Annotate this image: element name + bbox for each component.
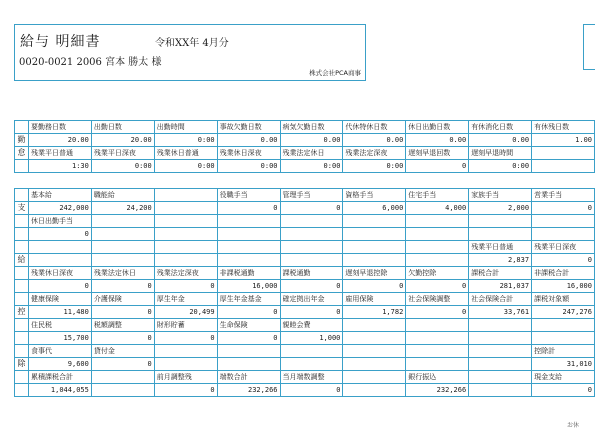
- field-label: 端数合計: [217, 371, 280, 384]
- field-value: 0.00: [280, 134, 343, 147]
- field-value: 0:00: [469, 160, 532, 173]
- field-label: 当月端数調整: [280, 371, 343, 384]
- field-value: 0: [280, 202, 343, 215]
- field-value: 1,782: [343, 306, 406, 319]
- section-label: [15, 371, 29, 384]
- field-value: [154, 228, 217, 241]
- table-row: [15, 358, 595, 371]
- field-label: [154, 345, 217, 358]
- field-label: 家族手当: [469, 189, 532, 202]
- table-row: [15, 306, 595, 319]
- field-label: [343, 215, 406, 228]
- field-value: 0:00: [217, 160, 280, 173]
- company-name: 株式会社PCA商事: [309, 69, 361, 77]
- field-label: [280, 241, 343, 254]
- field-label: [469, 319, 532, 332]
- field-label: [91, 241, 154, 254]
- field-value: 16,000: [217, 280, 280, 293]
- field-label: 社会保険合計: [469, 293, 532, 306]
- section-label: [15, 215, 29, 228]
- field-label: 厚生年金基金: [217, 293, 280, 306]
- field-value: 0: [217, 332, 280, 345]
- field-value: 1,000: [280, 332, 343, 345]
- field-value: [532, 228, 595, 241]
- field-label: [217, 241, 280, 254]
- field-label: 事故欠勤日数: [217, 121, 280, 134]
- field-label: 住宅手当: [406, 189, 469, 202]
- table-row: [15, 293, 595, 306]
- field-value: [406, 228, 469, 241]
- field-label: 非課税合計: [532, 267, 595, 280]
- section-label: 控: [15, 306, 29, 319]
- section-label: 支: [15, 202, 29, 215]
- field-value: 6,000: [343, 202, 406, 215]
- field-value: [532, 160, 595, 173]
- field-label: [532, 319, 595, 332]
- field-value: 0:00: [154, 134, 217, 147]
- section-label: [15, 280, 29, 293]
- pay-table: [14, 188, 595, 397]
- field-label: 残業法定休日: [280, 147, 343, 160]
- field-value: 0.00: [469, 134, 532, 147]
- field-label: 残業休日深夜: [28, 267, 91, 280]
- field-value: 232,266: [406, 384, 469, 397]
- field-label: 管理手当: [280, 189, 343, 202]
- field-value: 0: [91, 306, 154, 319]
- table-row: [15, 280, 595, 293]
- table-row: [15, 254, 595, 267]
- field-value: 20,499: [154, 306, 217, 319]
- section-label: [15, 121, 29, 134]
- field-label: [154, 189, 217, 202]
- field-label: 介護保険: [91, 293, 154, 306]
- field-value: 1.00: [532, 134, 595, 147]
- field-value: 1:30: [28, 160, 91, 173]
- table-row: [15, 215, 595, 228]
- field-label: 病気欠勤日数: [280, 121, 343, 134]
- field-value: 0: [280, 280, 343, 293]
- section-label: 給: [15, 254, 29, 267]
- field-label: [343, 345, 406, 358]
- table-row: [15, 228, 595, 241]
- section-label: [15, 319, 29, 332]
- field-value: [154, 254, 217, 267]
- field-value: 0: [154, 332, 217, 345]
- section-label: [15, 160, 29, 173]
- field-value: 0:00: [280, 160, 343, 173]
- field-label: 残業法定深夜: [154, 267, 217, 280]
- field-label: [406, 319, 469, 332]
- field-value: [91, 384, 154, 397]
- field-value: 15,700: [28, 332, 91, 345]
- field-label: [91, 215, 154, 228]
- field-label: 現金支給: [532, 371, 595, 384]
- field-label: [280, 215, 343, 228]
- field-value: 0: [280, 306, 343, 319]
- field-value: 0.00: [406, 134, 469, 147]
- field-label: 雇用保険: [343, 293, 406, 306]
- field-value: 0.00: [343, 134, 406, 147]
- field-label: [91, 371, 154, 384]
- field-value: [91, 254, 154, 267]
- field-value: [217, 228, 280, 241]
- field-label: 役職手当: [217, 189, 280, 202]
- table-row: [15, 319, 595, 332]
- field-value: [469, 228, 532, 241]
- field-value: 247,276: [532, 306, 595, 319]
- field-value: [343, 358, 406, 371]
- section-label: 怠: [15, 147, 29, 160]
- field-label: 財形貯蓄: [154, 319, 217, 332]
- field-label: 有休残日数: [532, 121, 595, 134]
- field-value: 24,200: [91, 202, 154, 215]
- field-label: 銀行振込: [406, 371, 469, 384]
- section-label: [15, 267, 29, 280]
- field-value: 0: [217, 306, 280, 319]
- field-label: 出勤日数: [91, 121, 154, 134]
- field-label: [343, 371, 406, 384]
- field-value: 0:00: [91, 160, 154, 173]
- field-label: 厚生年金: [154, 293, 217, 306]
- field-value: 0: [343, 280, 406, 293]
- field-label: 残業法定深夜: [343, 147, 406, 160]
- section-label: 勤: [15, 134, 29, 147]
- field-value: 1,044,055: [28, 384, 91, 397]
- field-label: [280, 345, 343, 358]
- field-label: 残業休日深夜: [217, 147, 280, 160]
- field-value: 2,000: [469, 202, 532, 215]
- field-label: [469, 215, 532, 228]
- table-row: [15, 147, 595, 160]
- table-row: [15, 121, 595, 134]
- field-value: [91, 228, 154, 241]
- field-value: 0: [28, 280, 91, 293]
- field-value: 0: [91, 280, 154, 293]
- field-value: 0: [280, 384, 343, 397]
- field-label: 社会保険調整: [406, 293, 469, 306]
- field-label: 親睦会費: [280, 319, 343, 332]
- field-value: 232,266: [217, 384, 280, 397]
- field-label: 出勤時間: [154, 121, 217, 134]
- field-value: [280, 254, 343, 267]
- section-label: [15, 345, 29, 358]
- payslip-header: [14, 24, 366, 81]
- field-value: [154, 202, 217, 215]
- field-label: 控除計: [532, 345, 595, 358]
- field-value: 11,480: [28, 306, 91, 319]
- field-value: [469, 384, 532, 397]
- field-label: 遅刻早退控除: [343, 267, 406, 280]
- field-label: 食事代: [28, 345, 91, 358]
- field-value: [280, 228, 343, 241]
- table-row: [15, 371, 595, 384]
- field-label: 遅刻早退回数: [406, 147, 469, 160]
- field-value: 0: [406, 306, 469, 319]
- field-label: 確定拠出年金: [280, 293, 343, 306]
- field-value: 20.00: [91, 134, 154, 147]
- field-value: 0: [91, 358, 154, 371]
- field-value: 0:00: [154, 160, 217, 173]
- field-value: [532, 332, 595, 345]
- field-label: [154, 215, 217, 228]
- field-value: 0: [217, 202, 280, 215]
- field-value: 281,037: [469, 280, 532, 293]
- field-label: 残業平日普通: [28, 147, 91, 160]
- field-label: 住民税: [28, 319, 91, 332]
- field-value: [217, 358, 280, 371]
- field-value: 0: [154, 280, 217, 293]
- field-label: 残業休日普通: [154, 147, 217, 160]
- field-label: 非課税通勤: [217, 267, 280, 280]
- table-row: [15, 345, 595, 358]
- field-value: [406, 332, 469, 345]
- field-value: 4,000: [406, 202, 469, 215]
- field-label: [469, 345, 532, 358]
- field-label: 休日出勤手当: [28, 215, 91, 228]
- field-label: 健康保険: [28, 293, 91, 306]
- field-label: [154, 241, 217, 254]
- field-value: [28, 254, 91, 267]
- field-label: [406, 345, 469, 358]
- field-value: 0: [406, 160, 469, 173]
- field-label: [469, 371, 532, 384]
- field-value: 0:00: [343, 160, 406, 173]
- seal-box: [583, 24, 595, 70]
- field-label: 要勤務日数: [28, 121, 91, 134]
- field-value: [406, 254, 469, 267]
- table-row: [15, 332, 595, 345]
- section-label: [15, 384, 29, 397]
- field-value: [343, 254, 406, 267]
- field-value: 16,000: [532, 280, 595, 293]
- table-row: [15, 241, 595, 254]
- field-label: 職能給: [91, 189, 154, 202]
- field-value: 0: [532, 384, 595, 397]
- field-label: 累積課税合計: [28, 371, 91, 384]
- field-value: 0: [532, 202, 595, 215]
- field-value: 2,837: [469, 254, 532, 267]
- field-value: 33,761: [469, 306, 532, 319]
- field-label: [217, 215, 280, 228]
- field-label: [406, 241, 469, 254]
- field-label: 残業平日深夜: [532, 241, 595, 254]
- field-label: 税額調整: [91, 319, 154, 332]
- field-label: [217, 345, 280, 358]
- section-label: [15, 228, 29, 241]
- field-value: [343, 332, 406, 345]
- field-value: 0: [532, 254, 595, 267]
- field-label: 遅刻早退時間: [469, 147, 532, 160]
- section-label: [15, 332, 29, 345]
- field-label: [532, 215, 595, 228]
- field-value: 20.00: [28, 134, 91, 147]
- field-value: 0: [91, 332, 154, 345]
- attendance-table: [14, 120, 595, 173]
- page-number: お休: [567, 422, 580, 429]
- field-value: [406, 358, 469, 371]
- field-label: 課税通勤: [280, 267, 343, 280]
- field-label: 資格手当: [343, 189, 406, 202]
- field-value: 0: [28, 228, 91, 241]
- payslip-title: 給与 明細書: [20, 34, 101, 50]
- field-value: [469, 332, 532, 345]
- field-value: 0: [406, 280, 469, 293]
- pay-period: 令和XX年 4月分: [155, 38, 229, 49]
- field-label: 残業平日深夜: [91, 147, 154, 160]
- field-value: 242,000: [28, 202, 91, 215]
- employee-line: 0020-0021 2006 宮本 勝太 様: [19, 57, 162, 68]
- field-value: [217, 254, 280, 267]
- field-label: [28, 241, 91, 254]
- section-label: [15, 189, 29, 202]
- field-label: 基本給: [28, 189, 91, 202]
- field-label: 残業平日普通: [469, 241, 532, 254]
- field-value: 0.00: [217, 134, 280, 147]
- table-row: [15, 202, 595, 215]
- field-label: 前月調整残: [154, 371, 217, 384]
- field-value: 0: [154, 384, 217, 397]
- field-label: [406, 215, 469, 228]
- field-value: [469, 358, 532, 371]
- field-label: [532, 147, 595, 160]
- field-label: 有休消化日数: [469, 121, 532, 134]
- field-value: 9,600: [28, 358, 91, 371]
- table-row: [15, 384, 595, 397]
- field-value: 31,010: [532, 358, 595, 371]
- table-row: [15, 189, 595, 202]
- field-value: [343, 384, 406, 397]
- field-value: [343, 228, 406, 241]
- table-row: [15, 134, 595, 147]
- field-label: [343, 241, 406, 254]
- field-label: 生命保険: [217, 319, 280, 332]
- field-label: 貸付金: [91, 345, 154, 358]
- section-label: [15, 241, 29, 254]
- field-label: [343, 319, 406, 332]
- field-label: 休日出勤日数: [406, 121, 469, 134]
- table-row: [15, 267, 595, 280]
- table-row: [15, 160, 595, 173]
- field-label: 営業手当: [532, 189, 595, 202]
- field-label: 課税合計: [469, 267, 532, 280]
- section-label: [15, 293, 29, 306]
- field-value: [280, 358, 343, 371]
- section-label: 除: [15, 358, 29, 371]
- field-label: 残業法定休日: [91, 267, 154, 280]
- field-value: [154, 358, 217, 371]
- field-label: 課税対象額: [532, 293, 595, 306]
- field-label: 代休特休日数: [343, 121, 406, 134]
- field-label: 欠勤控除: [406, 267, 469, 280]
